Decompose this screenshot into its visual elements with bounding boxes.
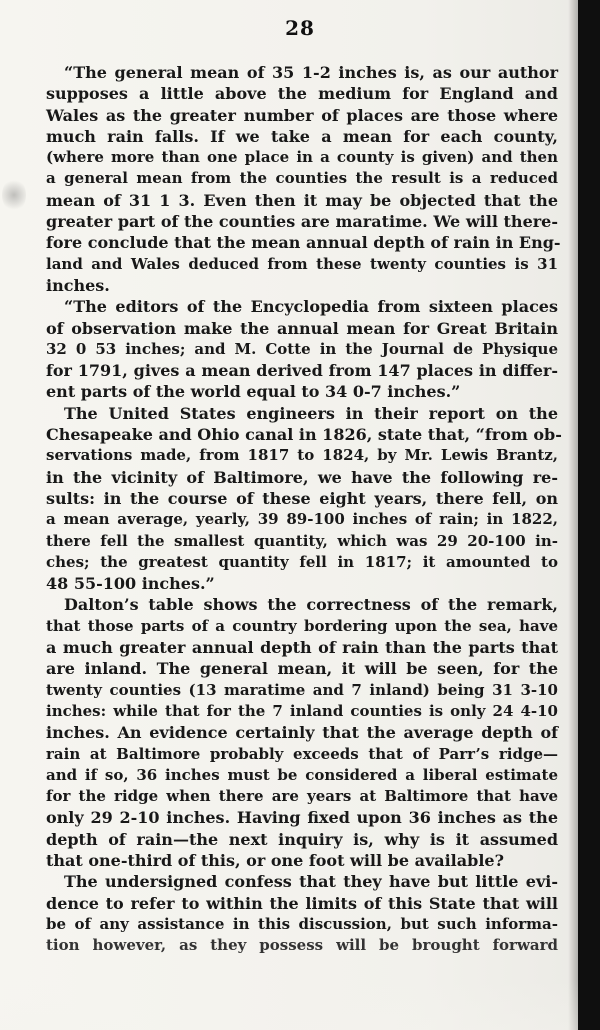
text-line: be of any assistance in this discussion, but such informa- — [46, 914, 558, 933]
text-line: fore conclude that the mean annual depth of rain in Eng- — [46, 233, 561, 253]
text-line: land and Wales deduced from these twenty counties is 31 — [46, 254, 558, 273]
text-line: Wales as the greater number of places are those where — [46, 105, 558, 125]
text-line: 32 0 53 inches; and M. Cotte in the Journal de Physique — [46, 339, 558, 358]
text-line: depth of rain—the next inquiry is, why is it assumed — [46, 829, 558, 849]
text-line: mean of 31 1 3. Even then it may be objected that the — [46, 190, 558, 210]
text-line: ches; the greatest quantity fell in 1817; it amounted to — [46, 552, 558, 571]
text-line: dence to refer to within the limits of this State that will — [46, 893, 558, 913]
text-line: that those parts of a country bordering upon the sea, have — [46, 616, 558, 635]
text-line: tion however, as they possess will be brought forward — [46, 936, 558, 955]
ink-smudge — [2, 178, 26, 212]
text-line: inches: while that for the 7 inland counties is only 24 4-10 — [46, 701, 558, 720]
text-line: there fell the smallest quantity, which was 29 20-100 in- — [46, 531, 558, 550]
text-line: inches. An evidence certainly that the average depth of — [46, 723, 558, 743]
text-line: 48 55-100 inches.” — [46, 574, 215, 594]
text-line: inches. — [46, 275, 110, 295]
page-number: 28 — [285, 16, 315, 40]
text-line: servations made, from 1817 to 1824, by Mr. Lewis Brantz, — [46, 446, 558, 465]
text-line: of observation make the annual mean for Great Britain — [46, 318, 558, 338]
text-line: The United States engineers in their report on the — [64, 403, 558, 423]
text-line: a general mean from the counties the result is a reduced — [46, 169, 558, 188]
text-line: The undersigned confess that they have but little evi- — [64, 872, 558, 892]
text-line: rain at Baltimore probably exceeds that of Parr’s ridge— — [46, 744, 558, 763]
body-text — [46, 62, 562, 956]
text-line: ent parts of the world equal to 34 0-7 inches.” — [46, 382, 461, 402]
text-line: in the vicinity of Baltimore, we have the following re- — [46, 467, 558, 487]
text-line: (where more than one place in a county is given) and then — [46, 148, 558, 167]
text-line: and if so, 36 inches must be considered a liberal estimate — [46, 765, 558, 784]
text-line: “The general mean of 35 1-2 inches is, as our author — [64, 63, 558, 82]
text-line: sults: in the course of these eight years, there fell, on — [46, 488, 558, 508]
text-line: a mean average, yearly, 39 89-100 inches of rain; in 1822, — [46, 510, 558, 529]
binding-edge — [578, 0, 600, 1030]
text-line: twenty counties (13 maratime and 7 inland) being 31 3-10 — [46, 680, 558, 699]
binding-shadow — [568, 0, 578, 1030]
text-line: for 1791, gives a mean derived from 147 places in differ- — [46, 361, 558, 381]
text-line: Dalton’s table shows the correctness of the remark, — [64, 595, 558, 615]
text-line: supposes a little above the medium for England and — [46, 84, 558, 104]
bottom-fade — [0, 980, 578, 1030]
text-line: a much greater annual depth of rain than the parts that — [46, 638, 558, 658]
text-line: Chesapeake and Ohio canal in 1826, state that, “from ob- — [46, 425, 562, 445]
text-line: greater part of the counties are maratime. We will there- — [46, 212, 558, 232]
text-line: only 29 2-10 inches. Having fixed upon 36 inches as the — [46, 808, 558, 828]
text-line: are inland. The general mean, it will be seen, for the — [46, 659, 558, 679]
text-line: much rain falls. If we take a mean for each county, — [46, 126, 558, 146]
text-line: for the ridge when there are years at Baltimore that have — [46, 787, 558, 806]
text-line: that one-third of this, or one foot will be available? — [46, 850, 504, 870]
text-line: “The editors of the Encyclopedia from sixteen places — [64, 297, 558, 317]
